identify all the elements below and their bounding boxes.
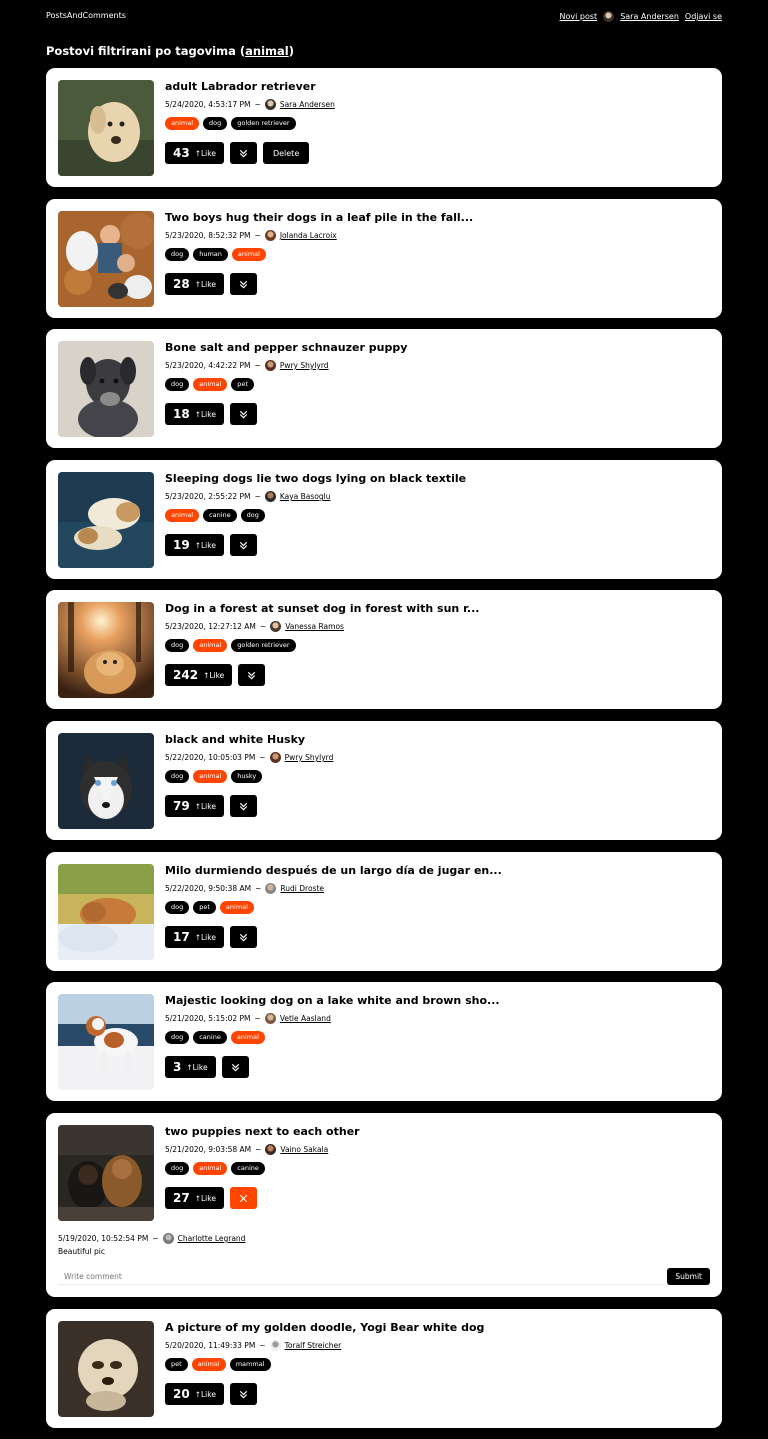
post-thumbnail[interactable]	[58, 1321, 154, 1417]
post-thumbnail[interactable]	[58, 994, 154, 1090]
post-actions	[165, 926, 257, 948]
post-thumbnail[interactable]	[58, 864, 154, 960]
tag-list	[165, 509, 265, 522]
post-actions	[165, 795, 257, 817]
post-actions	[165, 1187, 257, 1209]
post-card	[46, 199, 722, 318]
author-avatar	[265, 360, 276, 371]
post-title[interactable]: black and white Husky	[165, 733, 306, 746]
like-label: ↑Like	[194, 1193, 216, 1203]
post-actions	[165, 273, 257, 295]
like-count: 242	[173, 668, 199, 682]
like-label: ↑Like	[203, 670, 225, 680]
tag-chip[interactable]: dog	[165, 1162, 189, 1175]
post-date: 5/23/2020, 8:52:32 PM	[165, 231, 251, 240]
expand-comments-button[interactable]	[230, 534, 257, 556]
delete-button[interactable]: Delete	[263, 142, 309, 164]
tag-chip[interactable]: husky	[231, 770, 262, 783]
chevron-double-down-icon	[238, 797, 249, 816]
like-label: ↑Like	[194, 801, 216, 811]
post-thumbnail[interactable]	[58, 80, 154, 176]
like-button[interactable]	[165, 273, 224, 295]
comment-author-avatar	[163, 1233, 174, 1244]
post-meta	[165, 230, 337, 241]
separator: ~	[259, 753, 266, 762]
post-thumbnail[interactable]	[58, 1125, 154, 1221]
author-link[interactable]: Pwry Shylyrd	[284, 753, 334, 762]
post-meta	[165, 752, 333, 763]
author-link[interactable]: Vaino Sakala	[280, 1145, 329, 1154]
author-avatar	[265, 491, 276, 502]
expand-comments-button[interactable]	[230, 795, 257, 817]
post-card	[46, 329, 722, 448]
like-button[interactable]	[165, 664, 232, 686]
tag-chip[interactable]: animal	[193, 378, 227, 391]
top-bar	[46, 11, 722, 25]
post-card	[46, 982, 722, 1101]
post-meta	[165, 1013, 331, 1024]
tag-chip[interactable]: animal	[165, 509, 199, 522]
author-avatar	[270, 752, 281, 763]
page-title-suffix: )	[288, 44, 294, 58]
like-button[interactable]	[165, 926, 224, 948]
author-avatar	[265, 883, 276, 894]
post-date: 5/22/2020, 9:50:38 AM	[165, 884, 252, 893]
like-label: ↑Like	[194, 540, 216, 550]
tag-list	[165, 770, 262, 783]
expand-comments-button[interactable]	[230, 273, 257, 295]
like-button[interactable]	[165, 1383, 224, 1405]
author-link[interactable]: Jolanda Lacroix	[279, 231, 337, 240]
tag-chip[interactable]: canine	[203, 509, 237, 522]
expand-comments-button[interactable]	[238, 664, 265, 686]
tag-chip[interactable]: animal	[193, 770, 227, 783]
author-link[interactable]: Sara Andersen	[279, 100, 335, 109]
author-link[interactable]: Vetle Aasland	[279, 1014, 331, 1023]
like-button[interactable]	[165, 142, 224, 164]
post-title[interactable]: Majestic looking dog on a lake white and brown sho...	[165, 994, 500, 1007]
tag-chip[interactable]: animal	[193, 639, 227, 652]
post-date: 5/20/2020, 11:49:33 PM	[165, 1341, 256, 1350]
post-meta	[165, 883, 324, 894]
post-date: 5/23/2020, 2:55:22 PM	[165, 492, 251, 501]
like-label: ↑Like	[194, 279, 216, 289]
post-thumbnail[interactable]	[58, 211, 154, 307]
separator: ~	[254, 100, 261, 109]
like-label: ↑Like	[186, 1062, 208, 1072]
tag-chip[interactable]: human	[193, 248, 228, 261]
post-title[interactable]: Dog in a forest at sunset dog in forest with sun r...	[165, 602, 480, 615]
comment-meta	[58, 1233, 245, 1244]
post-actions	[165, 1383, 257, 1405]
separator: ~	[255, 1145, 262, 1154]
chevron-double-down-icon	[238, 928, 249, 947]
post-meta	[165, 1340, 341, 1351]
post-date: 5/21/2020, 9:03:58 AM	[165, 1145, 252, 1154]
tag-chip[interactable]: dog	[165, 770, 189, 783]
like-button[interactable]	[165, 403, 224, 425]
post-date: 5/24/2020, 4:53:17 PM	[165, 100, 251, 109]
post-title[interactable]: Milo durmiendo después de un largo día de jugar en...	[165, 864, 502, 877]
tag-chip[interactable]: pet	[165, 1358, 188, 1371]
post-date: 5/23/2020, 12:27:12 AM	[165, 622, 256, 631]
author-avatar	[265, 1144, 276, 1155]
tag-list	[165, 1358, 271, 1371]
brand-logo[interactable]: PostsAndComments	[46, 11, 126, 20]
post-actions	[165, 664, 265, 686]
post-actions	[165, 1056, 249, 1078]
like-label: ↑Like	[194, 409, 216, 419]
tag-chip[interactable]: dog	[165, 1031, 189, 1044]
post-title[interactable]: A picture of my golden doodle, Yogi Bear white dog	[165, 1321, 485, 1334]
tag-chip[interactable]: dog	[241, 509, 265, 522]
post-card	[46, 852, 722, 971]
comment-input[interactable]	[58, 1269, 670, 1285]
expand-comments-button[interactable]	[222, 1056, 249, 1078]
tag-list	[165, 378, 254, 391]
chevron-double-down-icon	[238, 405, 249, 424]
expand-comments-button[interactable]	[230, 403, 257, 425]
like-count: 17	[173, 930, 190, 944]
tag-chip[interactable]: animal	[220, 901, 254, 914]
author-link[interactable]: Vanessa Ramos	[285, 622, 344, 631]
separator: ~	[254, 361, 261, 370]
post-date: 5/23/2020, 4:42:22 PM	[165, 361, 251, 370]
like-label: ↑Like	[194, 148, 216, 158]
post-actions	[165, 142, 309, 164]
like-count: 79	[173, 799, 190, 813]
author-avatar	[265, 99, 276, 110]
user-profile-link[interactable]: Sara Andersen	[620, 12, 679, 21]
author-link[interactable]: Pwry Shylyrd	[279, 361, 329, 370]
tag-list	[165, 117, 296, 130]
post-date: 5/22/2020, 10:05:03 PM	[165, 753, 256, 762]
tag-chip[interactable]: animal	[192, 1358, 226, 1371]
separator: ~	[152, 1234, 159, 1243]
author-avatar	[265, 230, 276, 241]
like-button[interactable]	[165, 534, 224, 556]
comment-author-link[interactable]: Charlotte Legrand	[177, 1234, 246, 1243]
tag-chip[interactable]: mammal	[230, 1358, 271, 1371]
tag-chip[interactable]: golden retriever	[231, 639, 295, 652]
post-meta	[165, 360, 329, 371]
author-link[interactable]: Toralf Streicher	[284, 1341, 342, 1350]
tag-chip[interactable]: animal	[165, 117, 199, 130]
tag-chip[interactable]: dog	[165, 639, 189, 652]
post-card	[46, 460, 722, 579]
tag-chip[interactable]: canine	[231, 1162, 265, 1175]
like-button[interactable]	[165, 1056, 216, 1078]
post-meta	[165, 621, 344, 632]
like-count: 43	[173, 146, 190, 160]
tag-chip[interactable]: dog	[203, 117, 227, 130]
post-actions	[165, 534, 257, 556]
separator: ~	[259, 1341, 266, 1350]
author-avatar	[270, 1340, 281, 1351]
page-title-prefix: Postovi filtrirani po tagovima (	[46, 44, 246, 58]
post-title[interactable]: two puppies next to each other	[165, 1125, 360, 1138]
tag-chip[interactable]: golden retriever	[231, 117, 295, 130]
post-thumbnail[interactable]	[58, 602, 154, 698]
post-thumbnail[interactable]	[58, 733, 154, 829]
post-thumbnail[interactable]	[58, 341, 154, 437]
submit-comment-button[interactable]: Submit	[667, 1268, 710, 1285]
tag-chip[interactable]: animal	[193, 1162, 227, 1175]
tag-list	[165, 1162, 265, 1175]
separator: ~	[254, 1014, 261, 1023]
like-count: 28	[173, 277, 190, 291]
close-icon	[238, 1189, 249, 1208]
separator: ~	[254, 231, 261, 240]
separator: ~	[259, 622, 267, 631]
chevron-double-down-icon	[246, 666, 257, 685]
tag-chip[interactable]: animal	[231, 1031, 265, 1044]
separator: ~	[254, 492, 261, 501]
post-title[interactable]: Two boys hug their dogs in a leaf pile in the fall...	[165, 211, 474, 224]
tag-list	[165, 639, 296, 652]
author-link[interactable]: Kaya Basoglu	[279, 492, 331, 501]
post-title[interactable]: adult Labrador retriever	[165, 80, 316, 93]
logout-link[interactable]: Odjavi se	[684, 12, 722, 21]
close-comments-button[interactable]	[230, 1187, 257, 1209]
author-avatar	[265, 1013, 276, 1024]
post-meta	[165, 1144, 328, 1155]
tag-chip[interactable]: animal	[232, 248, 266, 261]
chevron-double-down-icon	[238, 144, 249, 163]
like-button[interactable]	[165, 795, 224, 817]
chevron-double-down-icon	[230, 1058, 241, 1077]
expand-comments-button[interactable]	[230, 926, 257, 948]
post-card	[46, 590, 722, 709]
post-meta	[165, 99, 335, 110]
chevron-double-down-icon	[238, 275, 249, 294]
tag-list	[165, 1031, 265, 1044]
expand-comments-button[interactable]	[230, 1383, 257, 1405]
comment-date: 5/19/2020, 10:52:54 PM	[58, 1234, 149, 1243]
tag-list	[165, 901, 254, 914]
post-actions	[165, 403, 257, 425]
tag-chip[interactable]: dog	[165, 248, 189, 261]
page-title	[46, 44, 294, 58]
post-card	[46, 68, 722, 187]
like-button[interactable]	[165, 1187, 224, 1209]
like-count: 19	[173, 538, 190, 552]
like-label: ↑Like	[194, 1389, 216, 1399]
post-date: 5/21/2020, 5:15:02 PM	[165, 1014, 251, 1023]
new-post-link[interactable]: Novi post	[559, 12, 598, 21]
tag-chip[interactable]: dog	[165, 378, 189, 391]
tag-chip[interactable]: pet	[193, 901, 216, 914]
separator: ~	[255, 884, 262, 893]
top-nav	[560, 11, 722, 22]
tag-chip[interactable]: dog	[165, 901, 189, 914]
author-link[interactable]: Rudi Droste	[280, 884, 325, 893]
author-avatar	[270, 621, 281, 632]
expand-comments-button[interactable]	[230, 142, 257, 164]
post-thumbnail[interactable]	[58, 472, 154, 568]
like-count: 20	[173, 1387, 190, 1401]
user-avatar	[603, 11, 614, 22]
filter-tag-link[interactable]: animal	[245, 44, 289, 58]
tag-chip[interactable]: canine	[193, 1031, 227, 1044]
like-count: 18	[173, 407, 190, 421]
post-meta	[165, 491, 330, 502]
chevron-double-down-icon	[238, 536, 249, 555]
post-card	[46, 721, 722, 840]
chevron-double-down-icon	[238, 1385, 249, 1404]
post-card	[46, 1113, 722, 1297]
tag-list	[165, 248, 266, 261]
like-label: ↑Like	[194, 932, 216, 942]
post-card	[46, 1309, 722, 1428]
post-title[interactable]: Bone salt and pepper schnauzer puppy	[165, 341, 408, 354]
comment-text: Beautiful pic	[58, 1247, 105, 1256]
post-title[interactable]: Sleeping dogs lie two dogs lying on black textile	[165, 472, 467, 485]
like-count: 3	[173, 1060, 182, 1074]
like-count: 27	[173, 1191, 190, 1205]
tag-chip[interactable]: pet	[231, 378, 254, 391]
